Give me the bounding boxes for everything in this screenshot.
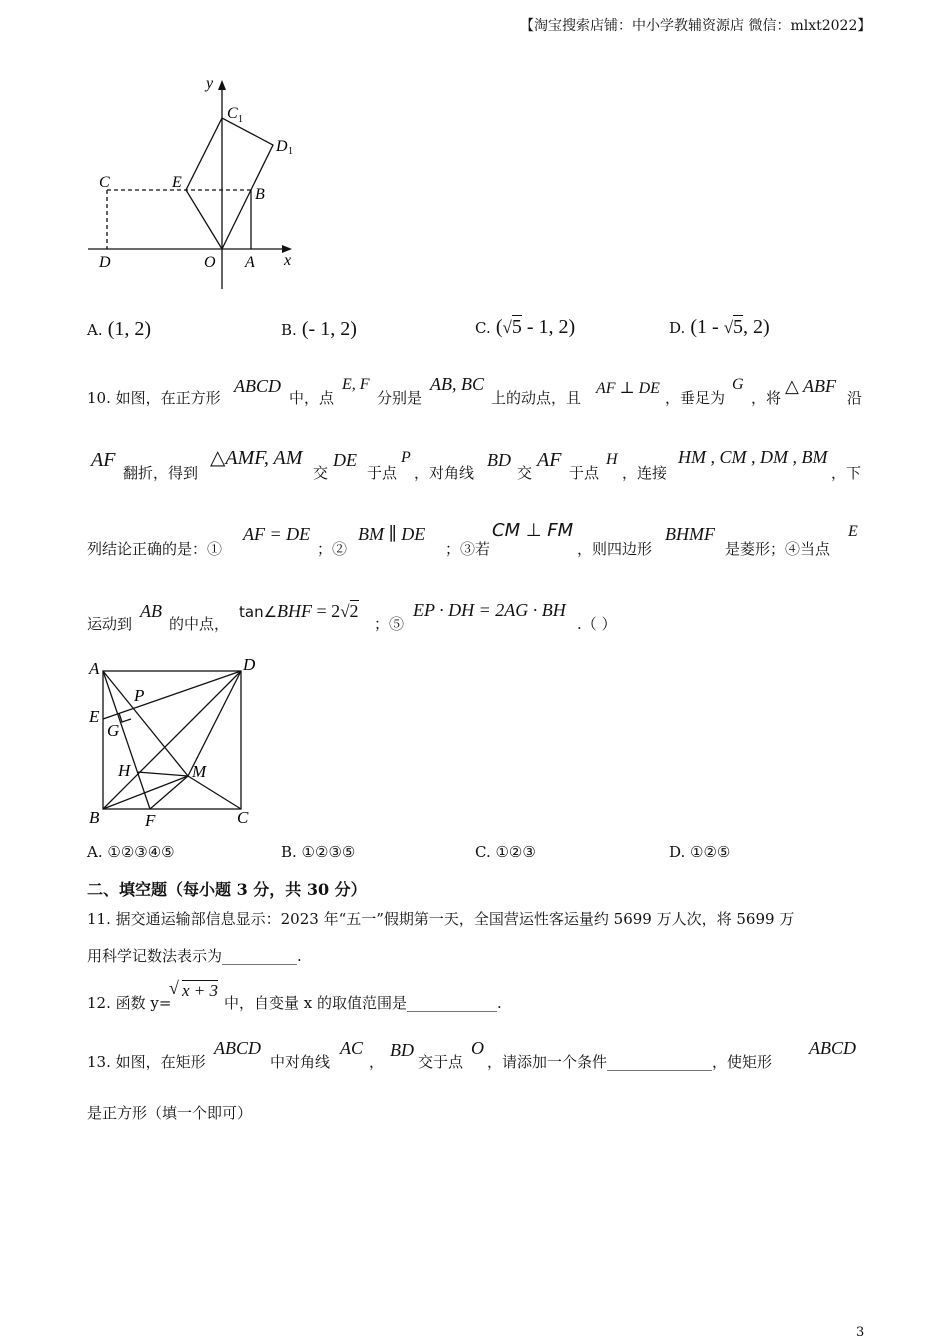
label-E: E: [172, 174, 182, 191]
q11-line-2: 用科学记数法表示为__________.: [87, 947, 302, 965]
label-A: A: [245, 254, 255, 271]
q10-option-b[interactable]: B. ①②③⑤: [281, 843, 356, 861]
label-F: F: [145, 811, 156, 830]
label-H: H: [118, 761, 131, 780]
y-axis-arrow: [218, 80, 226, 90]
label-D: D: [243, 656, 256, 674]
page-number: 3: [856, 1325, 865, 1340]
label-A: A: [89, 659, 100, 678]
segment-HM: [137, 772, 188, 776]
label-C1-sub: 1: [238, 114, 243, 125]
label-D1-sub: 1: [288, 146, 293, 157]
q9-option-b[interactable]: B. (- 1, 2): [281, 318, 357, 340]
label-O: O: [204, 254, 216, 271]
right-angle-mark-G: [119, 713, 131, 722]
figure-square-fold: [85, 656, 275, 836]
diagonal-BD: [103, 671, 241, 809]
segment-BM: [103, 776, 188, 809]
label-G: G: [107, 721, 120, 740]
label-P: P: [134, 686, 145, 705]
label-M: M: [192, 762, 207, 781]
label-B: B: [255, 186, 265, 203]
section-title: 二、填空题（每小题 3 分，共 30 分）: [87, 880, 367, 899]
label-C: C: [237, 808, 249, 827]
q11-line-1: 11. 据交通运输部信息显示：2023 年“五一”假期第一天，全国营运性客运量约 5699 万人次，将 5699 万: [87, 910, 795, 928]
q9-option-a[interactable]: A. (1, 2): [87, 318, 152, 340]
figure-coordinate-rotation: [85, 70, 315, 295]
header-note: 【淘宝搜索店铺：中小学教辅资源店 微信：mlxt2022】: [520, 18, 872, 34]
q13-line-2: 是正方形（填一个即可）: [87, 1104, 253, 1122]
label-E: E: [89, 707, 100, 726]
q9-option-c[interactable]: C. (√5 - 1, 2): [475, 316, 576, 338]
label-D: D: [99, 254, 111, 271]
label-x: x: [284, 252, 292, 269]
q10-option-d[interactable]: D. ①②⑤: [669, 843, 731, 861]
segment-FM: [150, 776, 188, 809]
label-D1: D: [276, 138, 288, 155]
q10-option-a[interactable]: A. ①②③④⑤: [87, 843, 175, 861]
polygon-OEC1D1: [186, 118, 273, 249]
q10-option-c[interactable]: C. ①②③: [475, 843, 536, 861]
label-B: B: [89, 808, 100, 827]
q9-option-d[interactable]: D. (1 - √5, 2): [669, 316, 770, 338]
label-C1: C: [227, 105, 238, 122]
label-C: C: [99, 174, 110, 191]
label-y: y: [206, 75, 214, 92]
